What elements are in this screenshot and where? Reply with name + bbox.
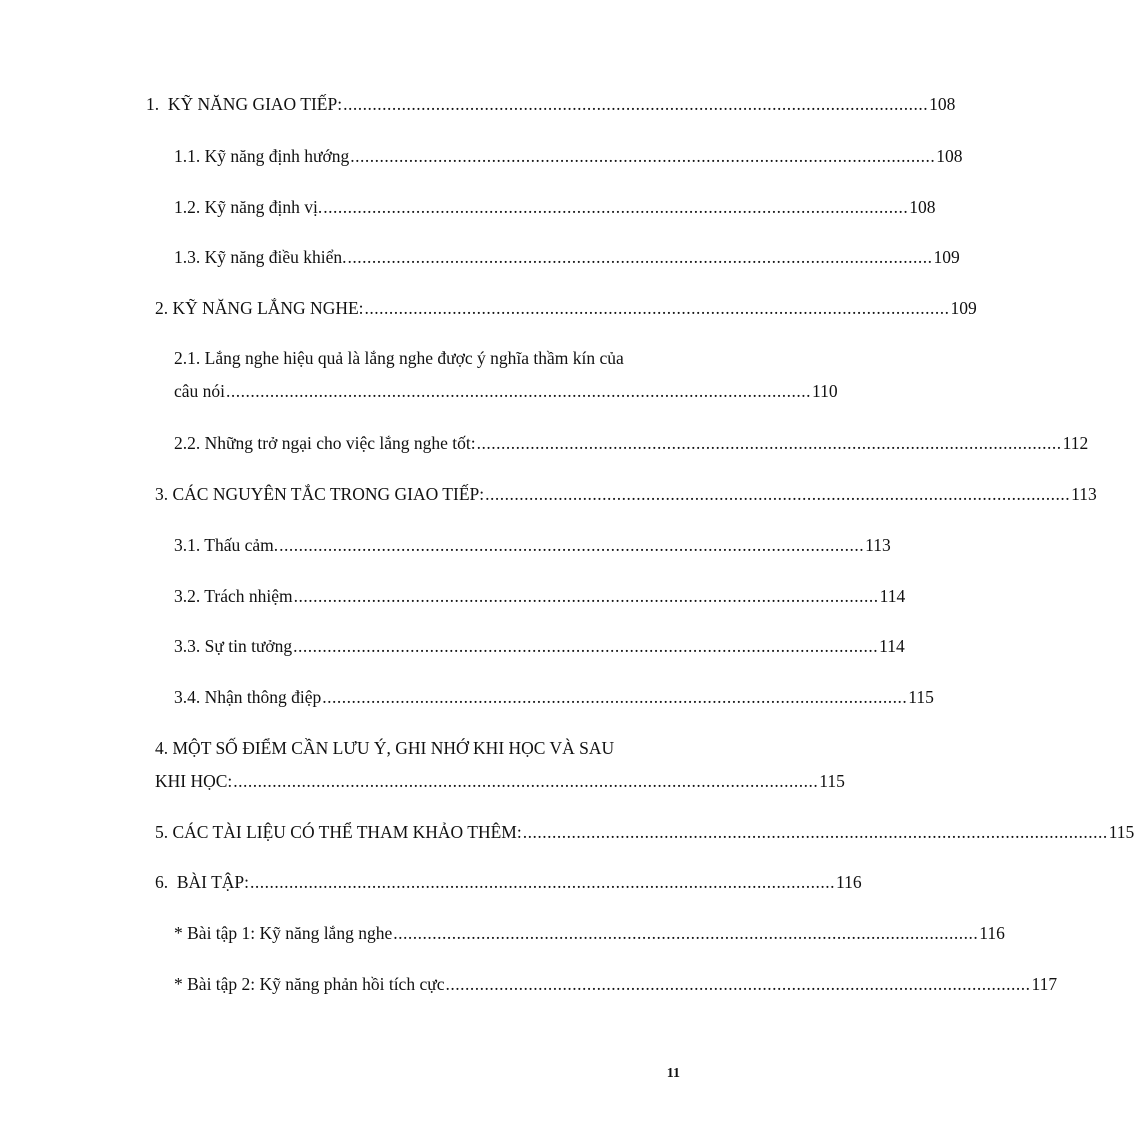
toc-label: * Bài tập 1: Kỹ năng lắng nghe [174, 923, 393, 943]
toc-label: câu nói [174, 381, 226, 401]
toc-label: 3.3. Sự tin tưởng [174, 636, 293, 656]
dot-leader: ........................................................................................................................ [343, 94, 929, 114]
toc-page: 116 [836, 872, 862, 892]
toc-entry-2-1[interactable] [174, 347, 838, 402]
dot-leader: ........................................................................................................................ [347, 247, 933, 267]
toc-page: 115 [819, 771, 845, 791]
toc-entry-2[interactable] [155, 297, 977, 319]
toc-page: 113 [1071, 484, 1097, 504]
toc-page: 115 [908, 687, 934, 707]
toc-label: 3. CÁC NGUYÊN TẮC TRONG GIAO TIẾP: [155, 484, 485, 504]
toc-label: * Bài tập 2: Kỹ năng phản hồi tích cực [174, 974, 445, 994]
toc-label: 2. KỸ NĂNG LẮNG NGHE: [155, 298, 364, 318]
toc-entry-3-2[interactable] [174, 585, 906, 607]
toc-entry-1-2[interactable] [174, 196, 936, 218]
toc-page: 114 [879, 586, 906, 606]
toc-label: 3.1. Thấu cảm. [174, 535, 279, 555]
dot-leader: ........................................................................................................................ [364, 298, 950, 318]
dot-leader: ........................................................................................................................ [476, 433, 1062, 453]
dot-leader: ........................................................................................................................ [393, 923, 979, 943]
toc-page: 113 [865, 535, 891, 555]
toc-entry-3-3[interactable] [174, 635, 905, 657]
dot-leader: ........................................................................................................................ [279, 535, 865, 555]
dot-leader: ........................................................................................................................ [322, 687, 908, 707]
toc-page: 109 [950, 298, 977, 318]
dot-leader: ........................................................................................................................ [350, 146, 936, 166]
toc-page: 108 [936, 146, 963, 166]
toc-entry-5[interactable] [155, 821, 1134, 843]
toc-entry-3[interactable] [155, 483, 1097, 505]
toc-label: KHI HỌC: [155, 771, 233, 791]
toc-entry-exercise-1[interactable] [174, 922, 1005, 944]
page-number: 11 [666, 1066, 680, 1081]
toc-page: 109 [933, 247, 960, 267]
toc-page: 112 [1062, 433, 1089, 453]
dot-leader: ........................................................................................................................ [522, 822, 1108, 842]
toc-page: 110 [812, 381, 838, 401]
dot-leader: ........................................................................................................................ [293, 636, 879, 656]
toc-entry-1[interactable] [146, 93, 956, 115]
toc-entry-3-4[interactable] [174, 686, 934, 708]
toc-page: 114 [879, 636, 905, 656]
toc-entry-1-3[interactable] [174, 246, 960, 268]
toc-entry-3-1[interactable] [174, 534, 891, 556]
toc-label: 1.3. Kỹ năng điều khiển. [174, 247, 347, 267]
toc-page: 108 [929, 94, 956, 114]
toc-page: 116 [979, 923, 1005, 943]
dot-leader: ........................................................................................................................ [233, 771, 819, 791]
toc-page: 115 [1108, 822, 1134, 842]
toc-label: 2.2. Những trở ngại cho việc lắng nghe tốt: [174, 433, 476, 453]
toc-entry-6[interactable] [155, 871, 862, 893]
dot-leader: ........................................................................................................................ [250, 872, 835, 892]
toc-entry-2-2[interactable] [174, 432, 1089, 454]
dot-leader: ........................................................................................................................ [445, 974, 1031, 994]
toc-entry-1-1[interactable] [174, 145, 963, 167]
dot-leader: ........................................................................................................................ [293, 586, 879, 606]
toc-label: 1.1. Kỹ năng định hướng [174, 146, 350, 166]
toc-label: 3.2. Trách nhiệm [174, 586, 293, 606]
toc-label-line-1: 2.1. Lắng nghe hiệu quả là lắng nghe được ý nghĩa thầm kín của [174, 348, 624, 368]
toc-label: 3.4. Nhận thông điệp [174, 687, 322, 707]
toc-label: 6. BÀI TẬP: [155, 872, 249, 892]
toc-label: 1.2. Kỹ năng định vị. [174, 197, 323, 217]
toc-entry-exercise-2[interactable] [174, 973, 1058, 995]
dot-leader: ........................................................................................................................ [485, 484, 1071, 504]
toc-entry-4[interactable] [155, 737, 845, 792]
dot-leader: ........................................................................................................................ [226, 381, 812, 401]
toc-label-line-1: 4. MỘT SỐ ĐIỂM CẦN LƯU Ý, GHI NHỚ KHI HỌC VÀ SAU [155, 738, 615, 758]
toc-page: 108 [909, 197, 936, 217]
dot-leader: ........................................................................................................................ [323, 197, 909, 217]
toc-label: 5. CÁC TÀI LIỆU CÓ THỂ THAM KHẢO THÊM: [155, 822, 522, 842]
toc-page: 117 [1031, 974, 1058, 994]
toc-label: 1. KỸ NĂNG GIAO TIẾP: [146, 94, 343, 114]
